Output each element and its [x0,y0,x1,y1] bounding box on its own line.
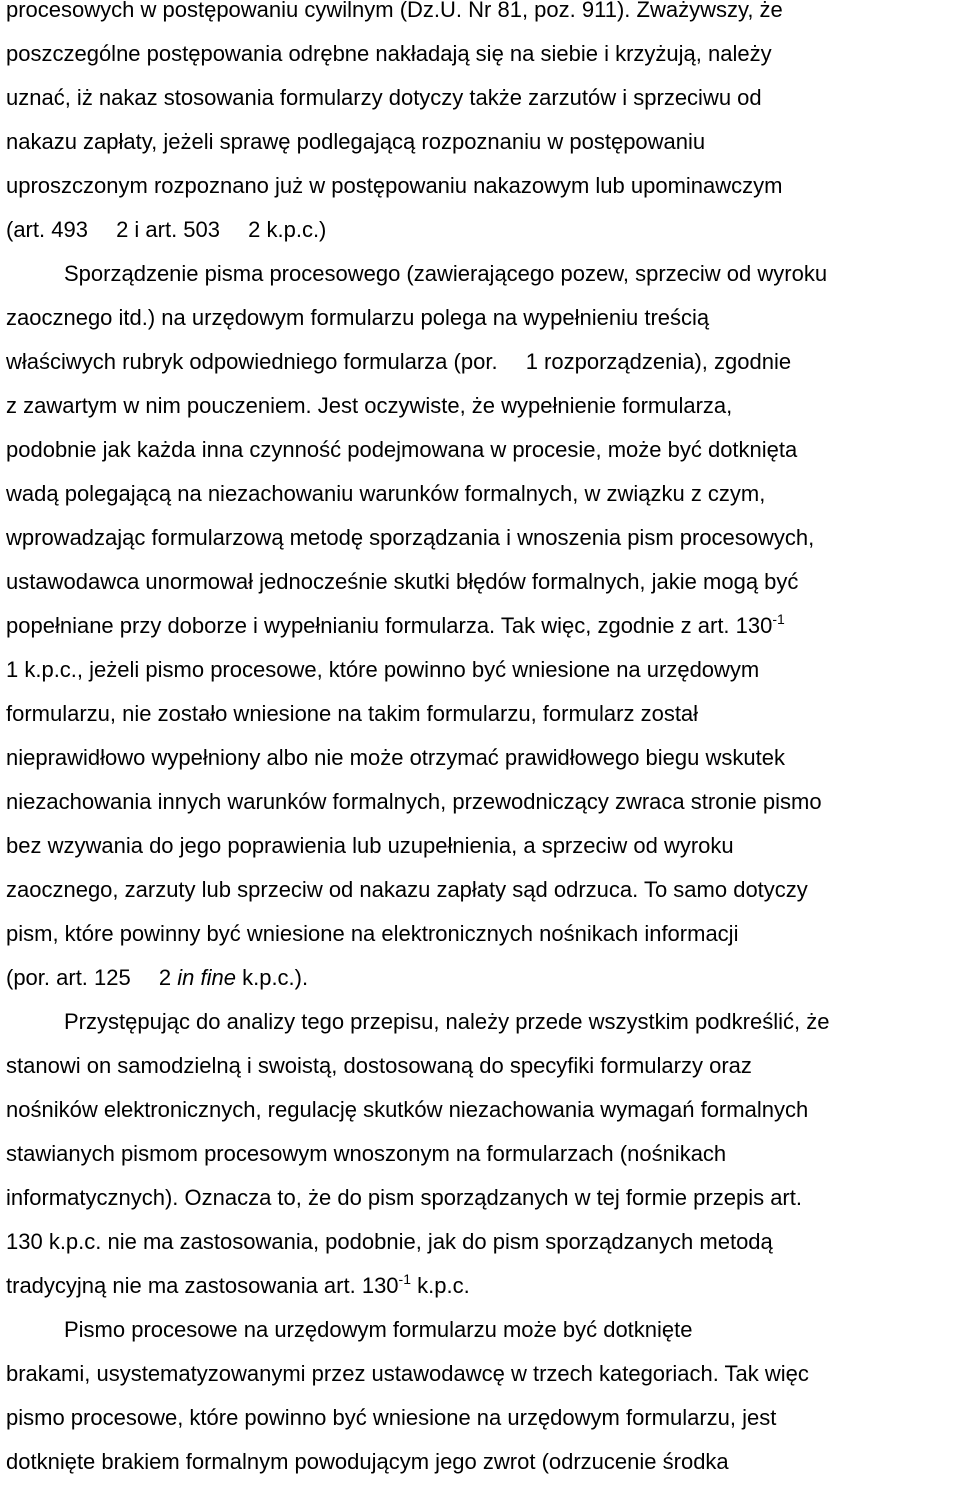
text-line: dotknięte brakiem formalnym powodującym jego zwrot (odrzucenie środka [6,1449,729,1474]
section-sign-icon [226,216,248,244]
text-line [6,1272,470,1300]
text-line: zaocznego itd.) na urzędowym formularzu polega na wypełnieniu treścią [6,305,710,330]
text-line: pismo procesowe, które powinno być wniesione na urzędowym formularzu, jest [6,1405,777,1430]
paragraph-first-line: Sporządzenie pisma procesowego (zawierającego pozew, sprzeciw od wyroku [64,261,828,286]
text-line: zaocznego, zarzuty lub sprzeciw od nakazu zapłaty sąd odrzuca. To samo dotyczy [6,877,808,902]
section-sign-icon [137,964,159,992]
section-sign-icon [791,612,813,640]
text-line: poszczególne postępowania odrębne nakładają się na siebie i krzyżują, należy [6,41,772,66]
text-line [6,612,813,640]
text-line: brakami, usystematyzowanymi przez ustawodawcę w trzech kategoriach. Tak więc [6,1361,809,1386]
text-line: ustawodawca unormował jednocześnie skutki błędów formalnych, jakie mogą być [6,569,799,594]
text-segment: właściwych rubryk odpowiedniego formularza (por. [6,349,498,374]
text-line [6,964,308,992]
paragraph-first-line: Pismo procesowe na urzędowym formularzu może być dotknięte [64,1317,693,1342]
text-line: informatycznych). Oznacza to, że do pism sporządzanych w tej formie przepis art. [6,1185,802,1210]
superscript: -1 [398,1271,411,1287]
text-line: wprowadzając formularzową metodę sporządzania i wnoszenia pism procesowych, [6,525,815,550]
superscript: -1 [772,611,785,627]
paragraph-first-line: Przystępując do analizy tego przepisu, należy przede wszystkim podkreślić, że [64,1009,830,1034]
text-segment: 1 rozporządzenia), zgodnie [525,349,792,374]
text-segment: (por. art. 125 [6,965,131,990]
section-sign-icon [504,348,526,376]
text-line: formularzu, nie zostało wniesione na takim formularzu, formularz został [6,701,699,726]
text-segment: 2 k.p.c.) [248,217,327,242]
text-segment: k.p.c.). [242,965,309,990]
text-segment: k.p.c. [417,1273,470,1298]
section-sign-icon [94,216,116,244]
text-segment: tradycyjną nie ma zastosowania art. 130 [6,1273,399,1298]
text-line: nakazu zapłaty, jeżeli sprawę podlegającą rozpoznaniu w postępowaniu [6,129,706,154]
text-line: stanowi on samodzielną i swoistą, dostosowaną do specyfiki formularzy oraz [6,1053,752,1078]
text-line [6,348,791,376]
text-line: 130 k.p.c. nie ma zastosowania, podobnie, jak do pism sporządzanych metodą [6,1229,773,1254]
text-line [6,216,326,244]
text-line: bez wzywania do jego poprawienia lub uzupełnienia, a sprzeciw od wyroku [6,833,734,858]
text-line: uznać, iż nakaz stosowania formularzy dotyczy także zarzutów i sprzeciwu od [6,85,762,110]
text-line: 1 k.p.c., jeżeli pismo procesowe, które powinno być wniesione na urzędowym [6,657,760,682]
text-line: nieprawidłowo wypełniony albo nie może otrzymać prawidłowego biegu wskutek [6,745,785,770]
text-line: stawianych pismom procesowym wnoszonym na formularzach (nośnikach [6,1141,727,1166]
text-line: pism, które powinny być wniesione na elektronicznych nośnikach informacji [6,921,739,946]
text-line: niezachowania innych warunków formalnych, przewodniczący zwraca stronie pismo [6,789,822,814]
text-line: z zawartym w nim pouczeniem. Jest oczywiste, że wypełnienie formularza, [6,393,733,418]
text-segment: 2 i art. 503 [116,217,221,242]
text-line: procesowych w postępowaniu cywilnym (Dz.U. Nr 81, poz. 911). Zważywszy, że [6,0,783,22]
text-segment: popełniane przy doborze i wypełnianiu formularza. Tak więc, zgodnie z art. 130 [6,613,773,638]
italic-text: in fine [177,965,236,990]
text-line: podobnie jak każda inna czynność podejmowana w procesie, może być dotknięta [6,437,798,462]
text-line: wadą polegającą na niezachowaniu warunków formalnych, w związku z czym, [6,481,766,506]
text-line: uproszczonym rozpoznano już w postępowaniu nakazowym lub upominawczym [6,173,783,198]
text-segment: (art. 493 [6,217,88,242]
text-line: nośników elektronicznych, regulację skutków niezachowania wymagań formalnych [6,1097,809,1122]
text-segment: 2 [158,965,172,990]
